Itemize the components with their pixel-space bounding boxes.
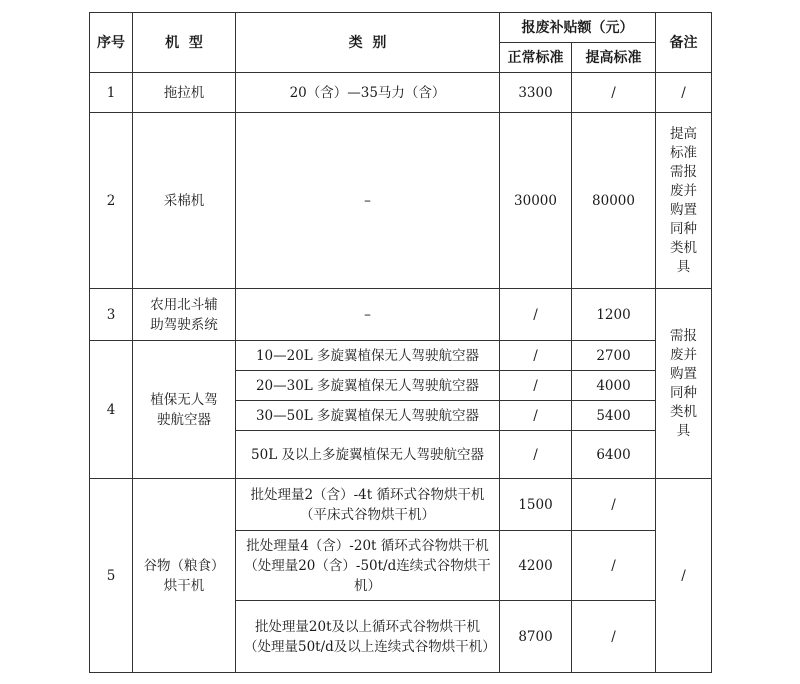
row-normal: / [500, 371, 572, 401]
row-model: 农用北斗辅助驾驶系统 [133, 289, 236, 341]
row-category: 50L 及以上多旋翼植保无人驾驶航空器 [236, 431, 500, 479]
row-model: 拖拉机 [133, 73, 236, 113]
row-category: 10—20L 多旋翼植保无人驾驶航空器 [236, 341, 500, 371]
row-category: 20（含）—35马力（含） [236, 73, 500, 113]
table-row [90, 479, 712, 531]
row-remark: 提高标准需报废并购置同种类机具 [656, 113, 712, 289]
row-category: 30—50L 多旋翼植保无人驾驶航空器 [236, 401, 500, 431]
row-normal: / [500, 431, 572, 479]
row-normal: / [500, 289, 572, 341]
row-model: 谷物（粮食）烘干机 [133, 479, 236, 673]
row-normal: 8700 [500, 601, 572, 673]
row-raised: 4000 [572, 371, 656, 401]
row-normal: / [500, 401, 572, 431]
row-remark: / [656, 479, 712, 673]
row-no: 5 [90, 479, 133, 673]
row-category: – [236, 113, 500, 289]
header-normal: 正常标准 [500, 43, 572, 73]
subsidy-table [89, 12, 712, 673]
table-row [90, 341, 712, 371]
row-raised: / [572, 531, 656, 601]
row-normal: 30000 [500, 113, 572, 289]
row-normal: 4200 [500, 531, 572, 601]
row-category: 批处理量4（含）-20t 循环式谷物烘干机（处理量20（含）-50t/d连续式谷物烘干机） [236, 531, 500, 601]
row-raised: 5400 [572, 401, 656, 431]
row-no: 2 [90, 113, 133, 289]
row-raised: 1200 [572, 289, 656, 341]
header-category: 类 别 [236, 13, 500, 73]
row-no: 3 [90, 289, 133, 341]
row-category: 20—30L 多旋翼植保无人驾驶航空器 [236, 371, 500, 401]
table-row [90, 289, 712, 341]
row-normal: / [500, 341, 572, 371]
row-raised: / [572, 479, 656, 531]
row-raised: 2700 [572, 341, 656, 371]
row-remark: 需报废并购置同种类机具 [656, 289, 712, 479]
row-category: 批处理量20t及以上循环式谷物烘干机（处理量50t/d及以上连续式谷物烘干机） [236, 601, 500, 673]
row-raised: / [572, 73, 656, 113]
row-raised: / [572, 601, 656, 673]
row-raised: 80000 [572, 113, 656, 289]
row-no: 4 [90, 341, 133, 479]
table-row [90, 113, 712, 289]
header-raised: 提高标准 [572, 43, 656, 73]
row-category: – [236, 289, 500, 341]
row-remark: / [656, 73, 712, 113]
header-remark: 备注 [656, 13, 712, 73]
row-normal: 1500 [500, 479, 572, 531]
row-category: 批处理量2（含）-4t 循环式谷物烘干机（平床式谷物烘干机） [236, 479, 500, 531]
row-model: 植保无人驾驶航空器 [133, 341, 236, 479]
row-normal: 3300 [500, 73, 572, 113]
row-model: 采棉机 [133, 113, 236, 289]
row-raised: 6400 [572, 431, 656, 479]
table-row [90, 73, 712, 113]
header-no: 序号 [90, 13, 133, 73]
header-subsidy: 报废补贴额（元） [500, 13, 656, 43]
header-model: 机 型 [133, 13, 236, 73]
row-no: 1 [90, 73, 133, 113]
